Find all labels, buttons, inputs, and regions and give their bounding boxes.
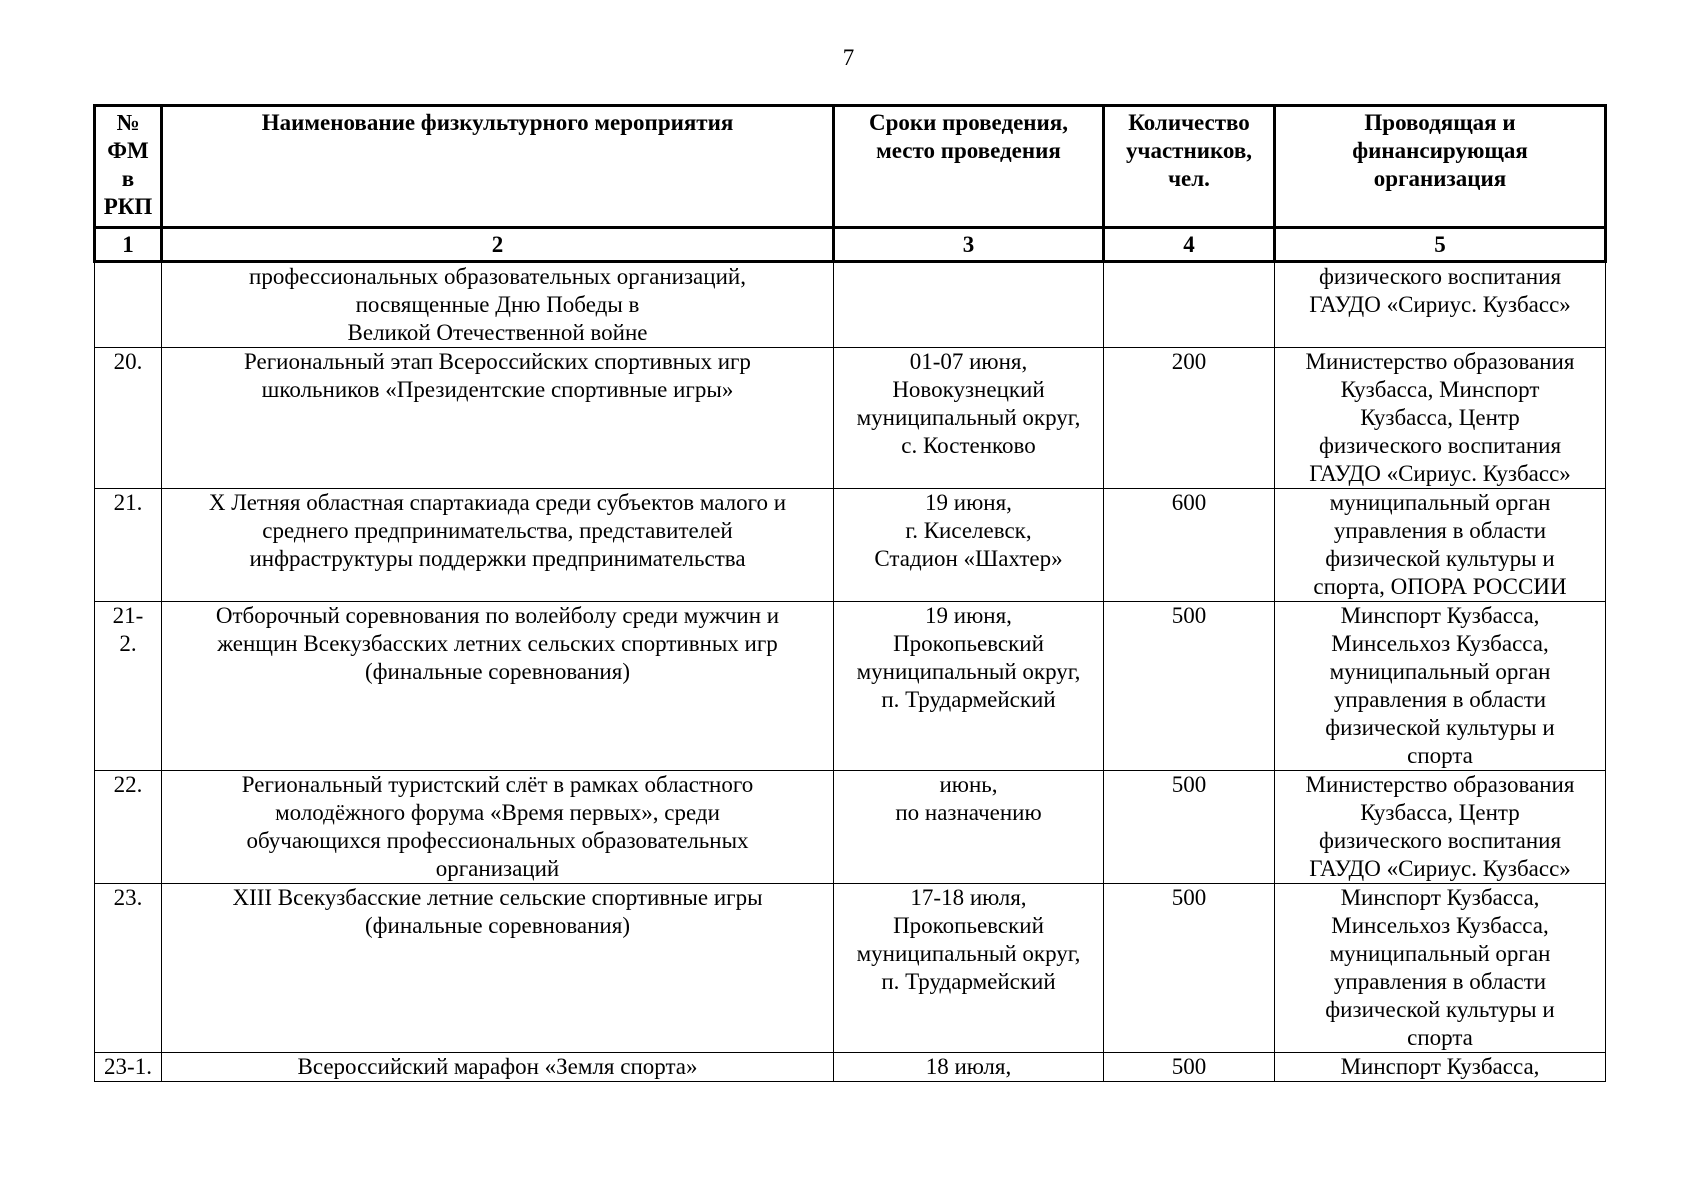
cell-event-name xyxy=(162,771,834,884)
cell-line: Новокузнецкий xyxy=(892,377,1045,402)
cell-line: физического воспитания xyxy=(1318,433,1562,458)
cell-number xyxy=(95,884,162,1053)
cell-participants xyxy=(1104,884,1275,1053)
cell-line: с. Костенково xyxy=(901,433,1036,458)
cell-line: Региональный туристский слёт в рамках областного xyxy=(241,772,754,797)
cell-participants xyxy=(1104,602,1275,771)
header-number xyxy=(95,106,162,228)
cell-line: Х Летняя областная спартакиада среди субъектов малого и xyxy=(208,490,787,515)
cell-line: ФМ xyxy=(107,138,149,163)
table-row xyxy=(95,602,1606,771)
cell-line: спорта xyxy=(1407,1025,1473,1050)
cell-line: июнь, xyxy=(939,772,998,797)
cell-line: физического воспитания xyxy=(1318,828,1562,853)
column-number: 3 xyxy=(834,228,1104,262)
cell-line: 18 июля, xyxy=(925,1054,1012,1079)
cell-number xyxy=(95,262,162,348)
cell-line: женщин Всекузбасских летних сельских спортивных игр xyxy=(217,631,778,656)
cell-dates-place xyxy=(834,884,1104,1053)
table-header-row xyxy=(95,106,1606,228)
cell-line: в xyxy=(121,166,135,191)
cell-organization xyxy=(1275,884,1606,1053)
cell-line: инфраструктуры поддержки предпринимательства xyxy=(249,546,746,571)
cell-line: Региональный этап Всероссийских спортивных игр xyxy=(244,349,751,374)
cell-line: Минспорт Кузбасса, xyxy=(1340,1054,1540,1079)
column-number: 4 xyxy=(1104,228,1275,262)
cell-line: Минспорт Кузбасса, xyxy=(1340,603,1540,628)
cell-line: Прокопьевский xyxy=(893,913,1044,938)
cell-line: Наименование физкультурного мероприятия xyxy=(261,110,734,135)
cell-line: чел. xyxy=(1168,166,1210,191)
cell-line: управления в области xyxy=(1333,518,1547,543)
cell-number xyxy=(95,1053,162,1082)
cell-line: физической культуры и xyxy=(1325,715,1555,740)
cell-line: 17-18 июля, xyxy=(910,885,1027,910)
cell-event-name xyxy=(162,884,834,1053)
cell-line: муниципальный округ, xyxy=(856,941,1081,966)
cell-line: финансирующая xyxy=(1352,138,1528,163)
cell-line: 21. xyxy=(113,490,143,515)
cell-line: место проведения xyxy=(876,138,1061,163)
cell-line: Министерство образования xyxy=(1305,349,1575,374)
cell-line: 21- xyxy=(112,603,144,628)
table-row xyxy=(95,1053,1606,1082)
cell-line: муниципальный орган xyxy=(1329,659,1551,684)
cell-number xyxy=(95,602,162,771)
column-number-row xyxy=(95,228,1606,262)
cell-line: управления в области xyxy=(1333,969,1547,994)
cell-line: 500 xyxy=(1171,603,1207,628)
cell-line: молодёжного форума «Время первых», среди xyxy=(275,800,720,825)
cell-line: организация xyxy=(1373,166,1507,191)
cell-line: (финальные соревнования) xyxy=(365,913,630,938)
cell-line: XIII Всекузбасские летние сельские спортивные игры xyxy=(232,885,763,910)
cell-line: 2. xyxy=(119,631,137,656)
cell-line: РКП xyxy=(103,194,153,219)
cell-participants xyxy=(1104,262,1275,348)
cell-line: участников, xyxy=(1125,138,1253,163)
cell-line: муниципальный орган xyxy=(1329,490,1551,515)
cell-participants xyxy=(1104,771,1275,884)
cell-line: физического воспитания xyxy=(1318,264,1562,289)
cell-line: 19 июня, xyxy=(925,490,1012,515)
cell-line: Минсельхоз Кузбасса, xyxy=(1331,913,1549,938)
cell-line: 20. xyxy=(113,349,143,374)
cell-line: Минспорт Кузбасса, xyxy=(1340,885,1540,910)
cell-line: Стадион «Шахтер» xyxy=(874,546,1063,571)
cell-line: муниципальный округ, xyxy=(856,405,1081,430)
cell-organization xyxy=(1275,771,1606,884)
cell-line: муниципальный орган xyxy=(1329,941,1551,966)
cell-line: 200 xyxy=(1171,349,1207,374)
cell-line: п. Трудармейский xyxy=(881,969,1056,994)
cell-dates-place xyxy=(834,348,1104,489)
header-dates-place xyxy=(834,106,1104,228)
cell-line: физической культуры и xyxy=(1325,546,1555,571)
cell-dates-place xyxy=(834,602,1104,771)
cell-line: 01-07 июня, xyxy=(909,349,1028,374)
cell-line: Сроки проведения, xyxy=(869,110,1068,135)
cell-number xyxy=(95,348,162,489)
cell-line: № xyxy=(116,110,140,135)
cell-dates-place xyxy=(834,771,1104,884)
cell-organization xyxy=(1275,348,1606,489)
cell-line: Министерство образования xyxy=(1305,772,1575,797)
column-number: 2 xyxy=(162,228,834,262)
cell-number xyxy=(95,489,162,602)
cell-participants xyxy=(1104,489,1275,602)
cell-line: управления в области xyxy=(1333,687,1547,712)
cell-line: 500 xyxy=(1171,1054,1207,1079)
cell-line: ГАУДО «Сириус. Кузбасс» xyxy=(1309,292,1571,317)
cell-line: Всероссийский марафон «Земля спорта» xyxy=(297,1054,698,1079)
cell-participants xyxy=(1104,348,1275,489)
cell-line: 500 xyxy=(1171,772,1207,797)
table-row xyxy=(95,262,1606,348)
cell-line: 23. xyxy=(113,885,143,910)
cell-line: г. Киселевск, xyxy=(905,518,1032,543)
header-event-name xyxy=(162,106,834,228)
table-row xyxy=(95,348,1606,489)
events-table xyxy=(93,104,1607,1082)
cell-event-name xyxy=(162,602,834,771)
cell-event-name xyxy=(162,348,834,489)
cell-line: Отборочный соревнования по волейболу среди мужчин и xyxy=(215,603,780,628)
header-organization xyxy=(1275,106,1606,228)
cell-line: п. Трудармейский xyxy=(881,687,1056,712)
cell-line: 23-1. xyxy=(104,1054,152,1079)
cell-line: Проводящая и xyxy=(1364,110,1516,135)
cell-dates-place xyxy=(834,1053,1104,1082)
cell-line: Количество xyxy=(1128,110,1250,135)
cell-line: спорта, ОПОРА РОССИИ xyxy=(1313,574,1567,599)
cell-line: Кузбасса, Минспорт xyxy=(1340,377,1540,402)
cell-line: обучающихся профессиональных образовательных xyxy=(246,828,749,853)
cell-line: 600 xyxy=(1171,490,1207,515)
cell-line: (финальные соревнования) xyxy=(365,659,630,684)
cell-line: Кузбасса, Центр xyxy=(1360,800,1520,825)
cell-line: спорта xyxy=(1407,743,1473,768)
cell-line: 19 июня, xyxy=(925,603,1012,628)
cell-line: 500 xyxy=(1171,885,1207,910)
cell-line: школьников «Президентские спортивные игры» xyxy=(261,377,734,402)
cell-organization xyxy=(1275,262,1606,348)
cell-dates-place xyxy=(834,262,1104,348)
cell-line: посвященные Дню Победы в xyxy=(355,292,640,317)
cell-event-name xyxy=(162,489,834,602)
cell-line: Кузбасса, Центр xyxy=(1360,405,1520,430)
cell-organization xyxy=(1275,602,1606,771)
cell-line: среднего предпринимательства, представителей xyxy=(262,518,733,543)
cell-line: организаций xyxy=(435,856,560,881)
cell-line: Минсельхоз Кузбасса, xyxy=(1331,631,1549,656)
cell-number xyxy=(95,771,162,884)
cell-line: Прокопьевский xyxy=(893,631,1044,656)
cell-line: ГАУДО «Сириус. Кузбасс» xyxy=(1309,856,1571,881)
cell-line: по назначению xyxy=(895,800,1042,825)
cell-event-name xyxy=(162,1053,834,1082)
cell-event-name xyxy=(162,262,834,348)
column-number: 1 xyxy=(95,228,162,262)
cell-line: ГАУДО «Сириус. Кузбасс» xyxy=(1309,461,1571,486)
column-number: 5 xyxy=(1275,228,1606,262)
cell-organization xyxy=(1275,489,1606,602)
cell-line: Великой Отечественной войне xyxy=(347,320,648,345)
cell-line: 22. xyxy=(113,772,143,797)
page-number: 7 xyxy=(842,45,855,70)
cell-line: физической культуры и xyxy=(1325,997,1555,1022)
header-participants xyxy=(1104,106,1275,228)
cell-line: муниципальный округ, xyxy=(856,659,1081,684)
table-row xyxy=(95,771,1606,884)
table-body xyxy=(95,262,1606,1082)
table-row xyxy=(95,489,1606,602)
cell-organization xyxy=(1275,1053,1606,1082)
cell-participants xyxy=(1104,1053,1275,1082)
cell-line: профессиональных образовательных организаций, xyxy=(249,264,746,289)
table-row xyxy=(95,884,1606,1053)
cell-dates-place xyxy=(834,489,1104,602)
